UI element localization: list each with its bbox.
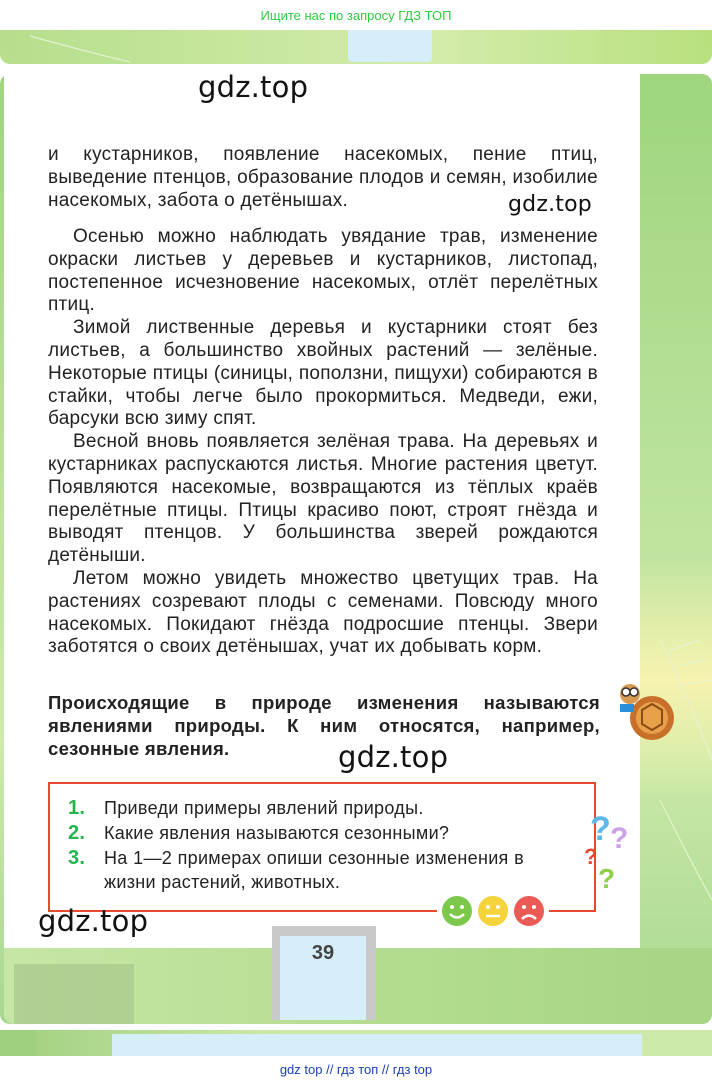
question-number: 3. bbox=[68, 847, 86, 869]
watermark: gdz.top bbox=[38, 904, 149, 938]
question-number: 1. bbox=[68, 797, 86, 819]
paragraph-winter: Зимой лиственные деревья и кустарники стоят без листьев, а большинство хвойных растений — зелёные. Некоторые птицы (синицы, поползни, пищухи) собираются в стайки, чтобы легче было прокормиться. Медведи, ежи, барсуки всю зиму спят. bbox=[48, 317, 598, 430]
self-assessment-smileys bbox=[437, 895, 549, 927]
question-marks-icon bbox=[580, 806, 640, 896]
paragraph-intro: и кустарников, появление насекомых, пение птиц, выведение птенцов, образование плодов и семян, изобилие насекомых, забота о детёнышах. bbox=[48, 144, 598, 211]
top-banner[interactable]: Ищите нас по запросу ГДЗ ТОП bbox=[260, 7, 452, 23]
turtle-mascot-icon bbox=[612, 674, 682, 744]
seasons-text bbox=[48, 226, 598, 659]
question-text: Приведи примеры явлений природы. bbox=[104, 798, 424, 818]
svg-text:?: ? bbox=[590, 810, 611, 848]
footer-links[interactable]: gdz top // гдз топ // гдз top bbox=[0, 1056, 712, 1082]
question-text: На 1—2 примерах опиши сезонные изменения в жизни растений, животных. bbox=[104, 848, 524, 892]
question-number: 2. bbox=[68, 822, 86, 844]
happy-face-icon bbox=[441, 895, 473, 927]
page-number: 39 bbox=[280, 936, 366, 1020]
paragraph-summer: Летом можно увидеть множество цветущих трав. На растениях созревают плоды с семенами. Повсюду много насекомых. Покидают гнёзда подросшие птенцы. Звери заботятся о своих детёнышах, учат их добывать корм. bbox=[48, 567, 598, 658]
paragraph-spring: Весной вновь появляется зелёная трава. На деревьях и кустарниках распускаются листья. Многие растения цветут. Появляются насекомые, возвращаются из тёплых краёв перелётные птицы. Птицы красиво поют, строят гнёзда и выводят птенцов. У большинства зверей рождаются детёныши. bbox=[48, 431, 598, 567]
paragraph-autumn: Осенью можно наблюдать увядание трав, изменение окраски листьев у деревьев и кустарников, листопад, постепенное исчезновение насекомых, отлёт перелётных птиц. bbox=[48, 226, 598, 316]
sad-face-icon bbox=[513, 895, 545, 927]
neutral-face-icon bbox=[477, 895, 509, 927]
definition-text: Происходящие в природе изменения называются явлениями природы. К ним относятся, например, сезонные явления. bbox=[48, 692, 600, 759]
question-text: Какие явления называются сезонными? bbox=[104, 823, 450, 843]
questions-frame bbox=[48, 782, 596, 912]
svg-text:?: ? bbox=[584, 844, 598, 869]
svg-text:?: ? bbox=[598, 863, 616, 894]
corner-block bbox=[14, 964, 134, 1024]
watermark: gdz.top bbox=[338, 740, 449, 774]
watermark: gdz.top bbox=[198, 70, 309, 104]
svg-text:?: ? bbox=[610, 822, 629, 855]
previous-page-tab bbox=[348, 30, 432, 62]
previous-page-strip bbox=[0, 30, 712, 64]
watermark: gdz.top bbox=[508, 192, 592, 217]
